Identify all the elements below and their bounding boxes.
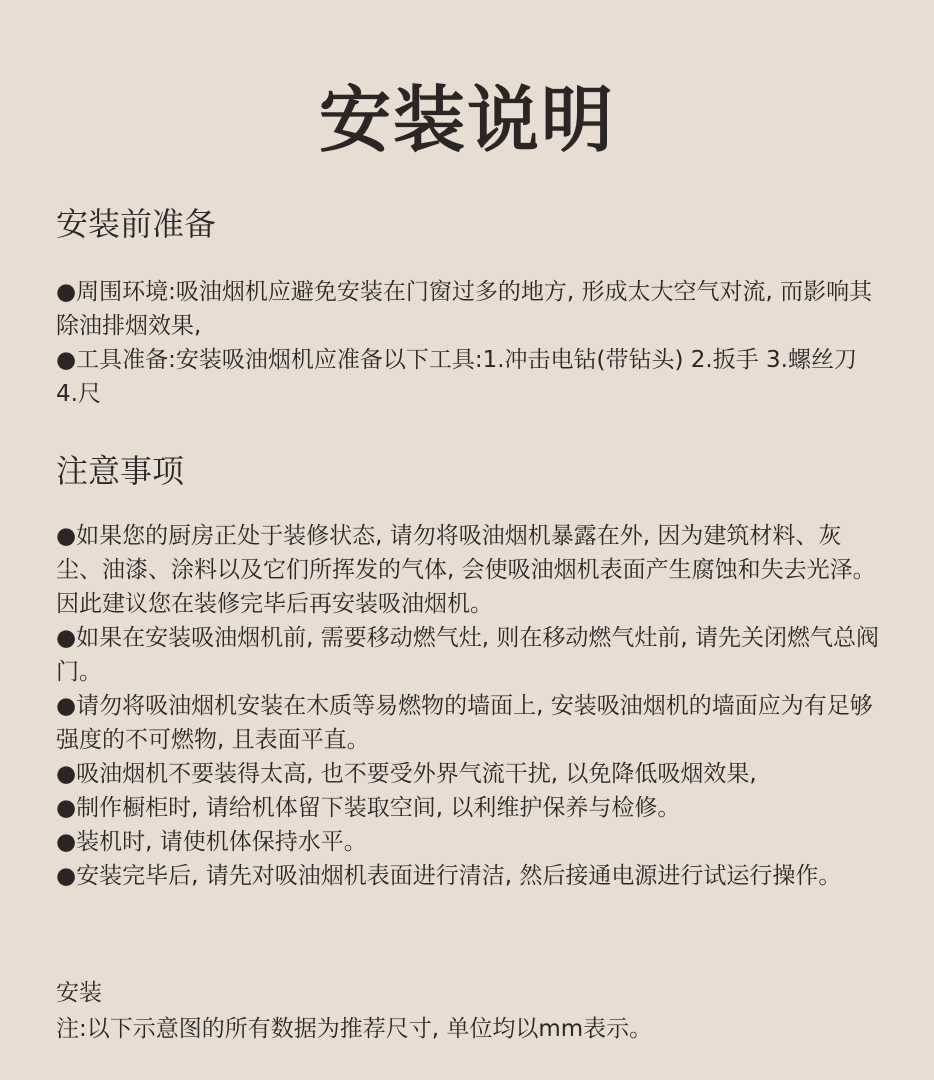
list-item-text: 如果在安装吸油烟机前, 需要移动燃气灶, 则在移动燃气灶前, 请先关闭燃气总阀门。 bbox=[56, 625, 879, 685]
bullet-icon: ● bbox=[56, 279, 77, 305]
list-item-text: 请勿将吸油烟机安装在木质等易燃物的墙面上, 安装吸油烟机的墙面应为有足够强度的不可燃物, 且表面平直。 bbox=[56, 693, 873, 753]
list-item-text: 装机时, 请使机体保持水平。 bbox=[76, 829, 367, 855]
section-heading-precautions: 注意事项 bbox=[56, 452, 185, 490]
list-item bbox=[56, 275, 884, 343]
bullet-icon: ● bbox=[56, 795, 77, 821]
section-heading-preparation: 安装前准备 bbox=[56, 205, 217, 243]
bullet-icon: ● bbox=[56, 625, 77, 651]
list-item bbox=[56, 621, 884, 689]
installation-label: 安装 bbox=[56, 980, 102, 1006]
list-item bbox=[56, 343, 884, 411]
preparation-list bbox=[56, 275, 884, 411]
list-item-text: 制作橱柜时, 请给机体留下装取空间, 以利维护保养与检修。 bbox=[76, 795, 681, 821]
page-title: 安装说明 bbox=[318, 78, 615, 162]
bullet-icon: ● bbox=[56, 829, 77, 855]
list-item bbox=[56, 825, 884, 859]
bullet-icon: ● bbox=[56, 863, 77, 889]
bullet-icon: ● bbox=[56, 693, 77, 719]
precautions-list bbox=[56, 519, 884, 893]
list-item-text: 吸油烟机不要装得太高, 也不要受外界气流干扰, 以免降低吸烟效果, bbox=[76, 761, 757, 787]
list-item-text: 安装完毕后, 请先对吸油烟机表面进行清洁, 然后接通电源进行试运行操作。 bbox=[76, 863, 842, 889]
list-item-text: 工具准备:安装吸油烟机应准备以下工具:1.冲击电钻(带钻头) 2.扳手 3.螺丝刀 4.尺 bbox=[56, 347, 857, 407]
dimension-note: 注:以下示意图的所有数据为推荐尺寸, 单位均以mm表示。 bbox=[56, 1016, 653, 1042]
list-item bbox=[56, 689, 884, 757]
bullet-icon: ● bbox=[56, 347, 77, 373]
bullet-icon: ● bbox=[56, 523, 77, 549]
list-item bbox=[56, 757, 884, 791]
bullet-icon: ● bbox=[56, 761, 77, 787]
list-item bbox=[56, 791, 884, 825]
list-item bbox=[56, 519, 884, 621]
list-item-text: 如果您的厨房正处于装修状态, 请勿将吸油烟机暴露在外, 因为建筑材料、灰尘、油漆、涂料以及它们所挥发的气体, 会使吸油烟机表面产生腐蚀和失去光泽。因此建议您在装修完毕后再安装吸油烟机。 bbox=[56, 523, 876, 617]
list-item-text: 周围环境:吸油烟机应避免安装在门窗过多的地方, 形成太大空气对流, 而影响其除油排烟效果, bbox=[56, 279, 873, 339]
footer-notes bbox=[56, 975, 884, 1047]
list-item bbox=[56, 859, 884, 893]
